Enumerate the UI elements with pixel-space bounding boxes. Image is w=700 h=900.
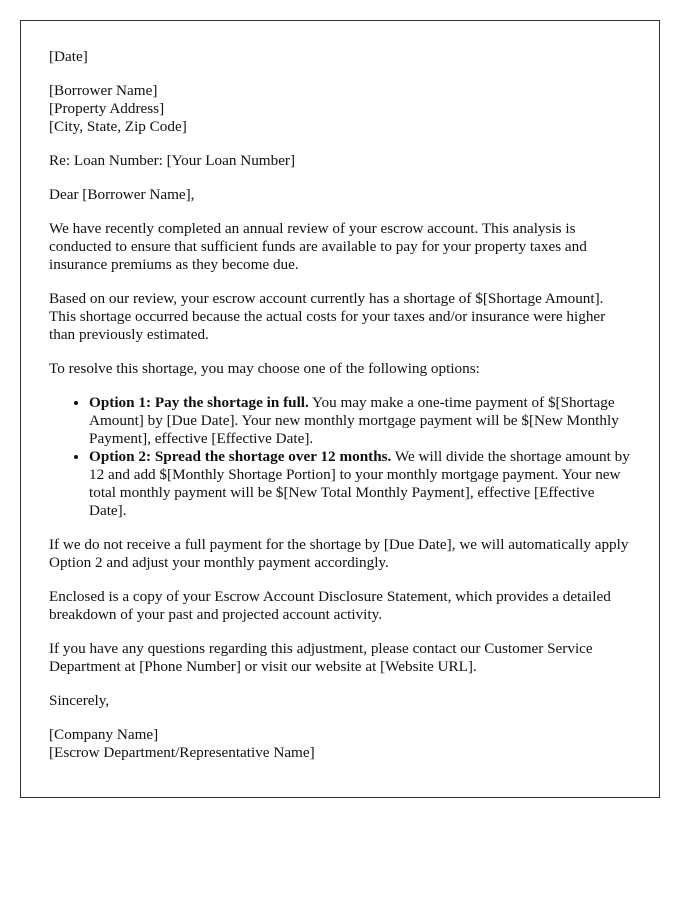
paragraph-options-intro: To resolve this shortage, you may choose one of the following options: [49,360,480,377]
option-title: Option 2: Spread the shortage over 12 months. [89,448,392,465]
letter-document [20,20,660,798]
paragraph-contact: If you have any questions regarding this adjustment, please contact our Customer Service Department at [Phone Number] or visit our website at [Website URL]. [49,640,593,675]
recipient-block [49,82,631,136]
paragraph-review: We have recently completed an annual review of your escrow account. This analysis is conducted to ensure that sufficient funds are available to pay for your property taxes and insurance premiums as they become due. [49,220,587,273]
signature-department: [Escrow Department/Representative Name] [49,744,315,761]
option-text: We will divide the shortage amount by 12 and add $[Monthly Shortage Portion] to your monthly mortgage payment. Your new total monthly payment will be $[New Total Monthly Payment], effective [Effective Date]. [89,448,630,519]
signature-block [49,726,631,762]
paragraph-auto-apply: If we do not receive a full payment for the shortage by [Due Date], we will automatically apply Option 2 and adjust your monthly payment accordingly. [49,536,629,571]
recipient-address: [Property Address] [49,100,165,117]
re-line: Re: Loan Number: [Your Loan Number] [49,152,296,169]
letter-date: [Date] [49,48,88,65]
signature-company: [Company Name] [49,726,159,743]
sign-off: Sincerely, [49,692,110,709]
paragraph-enclosed: Enclosed is a copy of your Escrow Account Disclosure Statement, which provides a detailed breakdown of your past and projected account activity. [49,588,611,623]
recipient-name: [Borrower Name] [49,82,158,99]
option-title: Option 1: Pay the shortage in full. [89,394,309,411]
option-text: You may make a one-time payment of $[Shortage Amount] by [Due Date]. Your new monthly mortgage payment will be $[New Monthly Payment], effective [Effective Date]. [89,394,619,447]
option-item [89,394,631,448]
option-item [89,448,631,520]
paragraph-shortage: Based on our review, your escrow account currently has a shortage of $[Shortage Amount]. This shortage occurred because the actual costs for your taxes and/or insurance were higher than previously estimated. [49,290,606,343]
salutation: Dear [Borrower Name], [49,186,195,203]
recipient-city-state-zip: [City, State, Zip Code] [49,118,187,135]
options-list [49,394,631,520]
